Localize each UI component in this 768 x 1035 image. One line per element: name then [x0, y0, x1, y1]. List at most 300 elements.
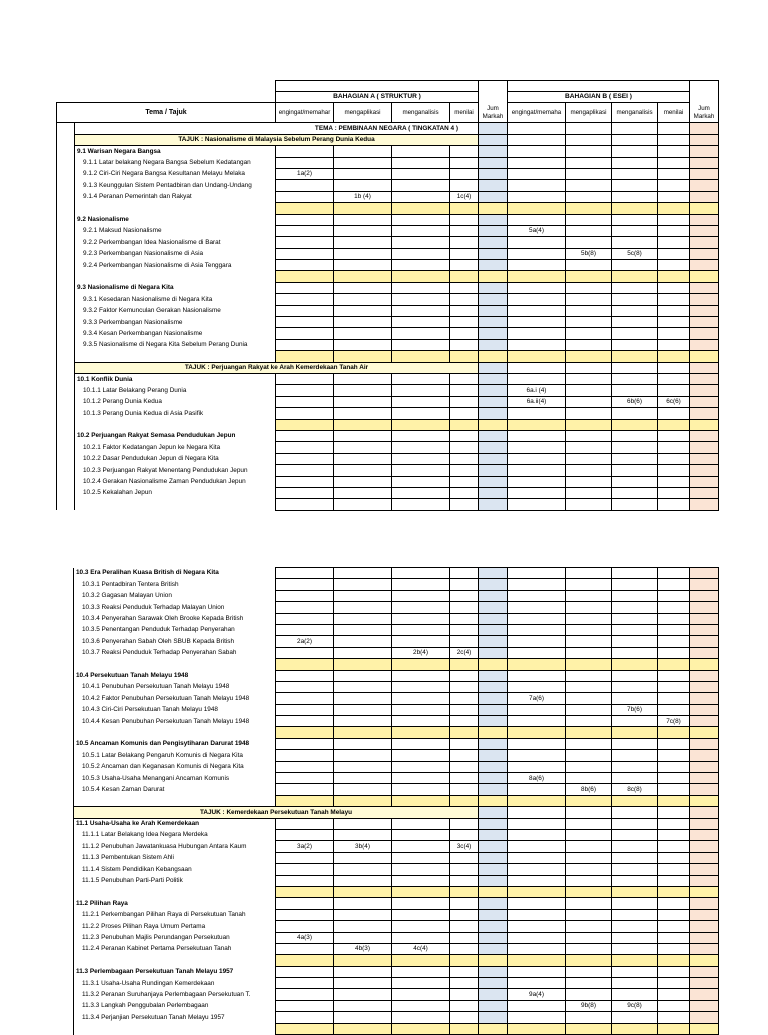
empty-cell [392, 271, 450, 282]
jum-markah-a-cell [479, 829, 508, 840]
topic-table-1 [56, 80, 719, 511]
empty-cell [508, 146, 566, 157]
jum-markah-a-cell [479, 613, 508, 624]
empty-cell [566, 716, 612, 727]
empty-cell [566, 191, 612, 202]
empty-cell [276, 886, 334, 897]
empty-cell [392, 829, 450, 840]
empty-cell [658, 829, 690, 840]
empty-cell [508, 875, 566, 886]
empty-cell [508, 818, 566, 829]
empty-cell [566, 932, 612, 943]
jum-markah-b-cell [690, 670, 719, 681]
empty-cell [334, 955, 392, 966]
empty-cell [508, 191, 566, 202]
subtopic-label: 11.3.4 Perjanjian Persekutuan Tanah Melayu 1957 [74, 1012, 276, 1023]
empty-cell [276, 430, 334, 441]
empty-cell [566, 294, 612, 305]
subtopic-label: 10.4.1 Penubuhan Persekutuan Tanah Melayu 1948 [74, 681, 276, 692]
empty-cell [276, 647, 334, 658]
empty-cell [658, 430, 690, 441]
jum-markah-b-cell [690, 704, 719, 715]
empty-cell [276, 568, 334, 579]
jum-markah-b-cell [690, 419, 719, 430]
empty-cell [508, 886, 566, 897]
empty-cell [658, 932, 690, 943]
empty-cell [276, 237, 334, 248]
empty-cell [450, 168, 479, 179]
empty-cell [334, 1012, 392, 1023]
mark-cell: 7a(6) [508, 693, 566, 704]
empty-cell [334, 146, 392, 157]
empty-cell [566, 761, 612, 772]
section-heading: 11.3 Perlembagaan Persekutuan Tanah Melayu 1957 [74, 966, 276, 977]
empty-cell [276, 157, 334, 168]
empty-cell [508, 351, 566, 362]
empty-cell [276, 829, 334, 840]
empty-cell [508, 260, 566, 271]
empty-cell [450, 886, 479, 897]
row-label [75, 203, 276, 214]
empty-cell [508, 305, 566, 316]
empty-cell [658, 294, 690, 305]
empty-cell [658, 351, 690, 362]
empty-cell [566, 875, 612, 886]
empty-cell [658, 282, 690, 293]
empty-cell [450, 818, 479, 829]
empty-cell [508, 1023, 566, 1034]
empty-cell [450, 339, 479, 350]
empty-cell [566, 955, 612, 966]
jum-markah-b-cell [690, 898, 719, 909]
empty-cell [450, 670, 479, 681]
empty-cell [450, 704, 479, 715]
row-label [74, 1023, 276, 1034]
empty-cell [334, 738, 392, 749]
empty-cell [658, 943, 690, 954]
empty-cell [450, 659, 479, 670]
empty-cell [566, 681, 612, 692]
empty-cell [658, 1012, 690, 1023]
jum-markah-a-cell [479, 339, 508, 350]
spacer-row [74, 727, 719, 738]
empty-cell [566, 499, 612, 510]
spacer-row [57, 419, 719, 430]
jum-markah-a-cell [479, 579, 508, 590]
empty-cell [658, 385, 690, 396]
empty-cell [276, 579, 334, 590]
empty-cell [276, 773, 334, 784]
empty-cell [566, 351, 612, 362]
jum-markah-a-cell [479, 180, 508, 191]
empty-cell [658, 761, 690, 772]
mark-cell: 3c(4) [450, 841, 479, 852]
empty-cell [276, 670, 334, 681]
mark-cell: 9b(8) [566, 1000, 612, 1011]
subtopic-label: 9.2.4 Perkembangan Nasionalisme di Asia Tenggara [75, 260, 276, 271]
jum-markah-b-cell [690, 579, 719, 590]
empty-cell [450, 260, 479, 271]
empty-cell [508, 613, 566, 624]
jum-markah-a-cell [479, 602, 508, 613]
jum-markah-b-cell [690, 282, 719, 293]
empty-cell [450, 419, 479, 430]
table-row [57, 317, 719, 328]
jum-markah-b-cell [690, 1000, 719, 1011]
subtopic-label: 9.3.2 Faktor Kemunculan Gerakan Nasionalisme [75, 305, 276, 316]
empty-cell [276, 260, 334, 271]
empty-cell [276, 214, 334, 225]
jum-markah-a-cell [479, 487, 508, 498]
empty-cell [450, 1023, 479, 1034]
table-row [74, 989, 719, 1000]
subtopic-label: 11.2.4 Peranan Kabinet Pertama Persekutuan Tanah [74, 943, 276, 954]
empty-cell [566, 989, 612, 1000]
jum-markah-b-cell [690, 465, 719, 476]
empty-cell [450, 693, 479, 704]
empty-cell [658, 373, 690, 384]
empty-cell [566, 180, 612, 191]
empty-cell [334, 328, 392, 339]
empty-cell [450, 829, 479, 840]
tajuk-row [74, 807, 719, 818]
mark-cell: 7b(6) [612, 704, 658, 715]
subtopic-label: 10.5.3 Usaha-Usaha Menangani Ancaman Komunis [74, 773, 276, 784]
section-heading: 10.1 Konflik Dunia [75, 373, 276, 384]
tajuk-title: TAJUK : Nasionalisme di Malaysia Sebelum Perang Dunia Kedua [75, 134, 479, 145]
jum-markah-a-cell [479, 659, 508, 670]
jum-markah-b-cell [690, 852, 719, 863]
jum-markah-a-cell [479, 590, 508, 601]
empty-cell [392, 681, 450, 692]
empty-cell [508, 795, 566, 806]
empty-cell [334, 476, 392, 487]
empty-cell [566, 453, 612, 464]
empty-cell [612, 339, 658, 350]
empty-cell [658, 795, 690, 806]
mark-cell: 1b (4) [334, 191, 392, 202]
empty-cell [612, 453, 658, 464]
empty-cell [334, 647, 392, 658]
empty-cell [450, 875, 479, 886]
empty-cell [566, 419, 612, 430]
empty-cell [612, 841, 658, 852]
empty-cell [334, 396, 392, 407]
empty-cell [566, 282, 612, 293]
mark-cell: 6a.i (4) [508, 385, 566, 396]
jum-markah-a-cell [479, 568, 508, 579]
section-heading: 10.4 Persekutuan Tanah Melayu 1948 [74, 670, 276, 681]
empty-cell [508, 943, 566, 954]
empty-cell [392, 1000, 450, 1011]
empty-cell [566, 647, 612, 658]
empty-cell [392, 773, 450, 784]
empty-cell [612, 271, 658, 282]
jum-markah-a-cell [479, 795, 508, 806]
subtopic-label: 10.3.5 Penentangan Penduduk Terhadap Penyerahan [74, 624, 276, 635]
empty-cell [450, 613, 479, 624]
empty-cell [334, 693, 392, 704]
empty-cell [508, 214, 566, 225]
empty-cell [612, 260, 658, 271]
empty-cell [658, 727, 690, 738]
empty-cell [276, 738, 334, 749]
empty-cell [566, 841, 612, 852]
empty-cell [612, 351, 658, 362]
empty-cell [566, 1012, 612, 1023]
empty-cell [450, 1012, 479, 1023]
jum-markah-b-cell [690, 442, 719, 453]
jum-markah-a-cell [479, 157, 508, 168]
jum-markah-b-cell [690, 146, 719, 157]
empty-cell [392, 989, 450, 1000]
table-row [74, 579, 719, 590]
empty-cell [392, 704, 450, 715]
empty-cell [508, 579, 566, 590]
empty-cell [658, 864, 690, 875]
jum-markah-b-cell [690, 396, 719, 407]
jum-markah-a-cell [479, 761, 508, 772]
empty-cell [612, 693, 658, 704]
empty-cell [566, 886, 612, 897]
empty-cell [334, 385, 392, 396]
empty-cell [392, 248, 450, 259]
empty-cell [276, 1000, 334, 1011]
section-row [74, 966, 719, 977]
jum-markah-b-cell [690, 909, 719, 920]
mark-cell: 9c(8) [612, 1000, 658, 1011]
section-row [57, 282, 719, 293]
jum-markah-a-cell [479, 260, 508, 271]
empty-cell [450, 750, 479, 761]
jum-markah-a-cell [479, 408, 508, 419]
subtopic-label: 10.1.3 Perang Dunia Kedua di Asia Pasifik [75, 408, 276, 419]
empty-cell [450, 784, 479, 795]
empty-cell [658, 784, 690, 795]
empty-cell [508, 932, 566, 943]
col-mengingat-a: engingat/memahar [276, 103, 334, 123]
table-row [74, 761, 719, 772]
jum-markah-a-cell [479, 442, 508, 453]
empty-cell [392, 499, 450, 510]
jum-markah-a-cell [479, 328, 508, 339]
empty-cell [392, 659, 450, 670]
empty-cell [276, 487, 334, 498]
empty-cell [508, 499, 566, 510]
empty-cell [392, 624, 450, 635]
empty-cell [612, 487, 658, 498]
spacer-row [57, 351, 719, 362]
mark-cell: 6c(6) [658, 396, 690, 407]
jum-markah-b-cell [690, 351, 719, 362]
empty-cell [276, 989, 334, 1000]
jum-markah-a-cell [479, 727, 508, 738]
jum-markah-a-cell [479, 909, 508, 920]
tajuk-title: TAJUK : Perjuangan Rakyat ke Arah Kemerdekaan Tanah Air [75, 362, 479, 373]
row-label [75, 499, 276, 510]
empty-cell [334, 294, 392, 305]
spacer-row [74, 1023, 719, 1034]
empty-cell [276, 385, 334, 396]
empty-cell [450, 317, 479, 328]
empty-cell [508, 408, 566, 419]
table-row [57, 168, 719, 179]
table-row [74, 693, 719, 704]
empty-cell [450, 795, 479, 806]
empty-cell [612, 921, 658, 932]
empty-cell [276, 499, 334, 510]
empty-cell [334, 419, 392, 430]
empty-cell [508, 898, 566, 909]
jum-markah-b-cell [690, 693, 719, 704]
jum-markah-a-cell [479, 966, 508, 977]
empty-cell [392, 430, 450, 441]
empty-cell [566, 693, 612, 704]
subtopic-label: 10.3.7 Reaksi Penduduk Terhadap Penyerahan Sabah [74, 647, 276, 658]
subtopic-label: 9.3.4 Kesan Perkembangan Nasionalisme [75, 328, 276, 339]
empty-cell [612, 761, 658, 772]
empty-cell [508, 282, 566, 293]
empty-cell [612, 647, 658, 658]
empty-cell [508, 864, 566, 875]
row-label [75, 351, 276, 362]
empty-cell [334, 750, 392, 761]
mark-cell: 6b(6) [612, 396, 658, 407]
table-row [74, 943, 719, 954]
subtopic-label: 9.3.3 Perkembangan Nasionalisme [75, 317, 276, 328]
table-row [74, 875, 719, 886]
empty-cell [566, 442, 612, 453]
empty-cell [276, 1023, 334, 1034]
spacer-row [57, 271, 719, 282]
empty-cell [508, 921, 566, 932]
empty-cell [612, 328, 658, 339]
empty-cell [566, 487, 612, 498]
empty-cell [658, 476, 690, 487]
empty-cell [276, 282, 334, 293]
empty-cell [658, 1000, 690, 1011]
empty-cell [658, 966, 690, 977]
empty-cell [612, 750, 658, 761]
tajuk-title: TAJUK : Kemerdekaan Persekutuan Tanah Melayu [74, 807, 479, 818]
empty-cell [658, 875, 690, 886]
empty-cell [566, 260, 612, 271]
jum-markah-b-cell [690, 875, 719, 886]
empty-cell [658, 590, 690, 601]
jum-markah-b-cell [690, 1023, 719, 1034]
empty-cell [566, 568, 612, 579]
table-row [57, 339, 719, 350]
empty-cell [566, 396, 612, 407]
empty-cell [508, 590, 566, 601]
empty-cell [450, 681, 479, 692]
subtopic-label: 10.5.4 Kesan Zaman Darurat [74, 784, 276, 795]
jum-markah-a-cell [479, 943, 508, 954]
empty-cell [508, 966, 566, 977]
empty-cell [508, 784, 566, 795]
empty-cell [566, 898, 612, 909]
jum-markah-b-cell [690, 499, 719, 510]
jum-markah-b-cell [690, 716, 719, 727]
empty-cell [334, 932, 392, 943]
jum-markah-a-cell [479, 681, 508, 692]
subtopic-label: 10.2.2 Dasar Pendudukan Jepun di Negara Kita [75, 453, 276, 464]
empty-cell [450, 602, 479, 613]
mark-cell: 1c(4) [450, 191, 479, 202]
empty-cell [276, 351, 334, 362]
empty-cell [334, 704, 392, 715]
empty-cell [658, 408, 690, 419]
empty-cell [392, 784, 450, 795]
empty-cell [334, 886, 392, 897]
empty-cell [334, 636, 392, 647]
empty-cell [658, 146, 690, 157]
empty-cell [566, 157, 612, 168]
jum-markah-b-cell [690, 430, 719, 441]
jum-markah-b-cell [690, 829, 719, 840]
jum-markah-b-cell [690, 453, 719, 464]
empty-cell [450, 773, 479, 784]
empty-cell [334, 214, 392, 225]
empty-cell [276, 681, 334, 692]
jum-markah-b-cell [690, 214, 719, 225]
empty-cell [450, 966, 479, 977]
empty-cell [450, 761, 479, 772]
empty-cell [508, 681, 566, 692]
empty-cell [334, 602, 392, 613]
jum-markah-a-cell [479, 499, 508, 510]
empty-cell [392, 408, 450, 419]
empty-cell [612, 818, 658, 829]
empty-cell [276, 146, 334, 157]
empty-cell [612, 624, 658, 635]
subtopic-label: 11.2.3 Penubuhan Majlis Perundangan Persekutuan [74, 932, 276, 943]
jum-markah-b-cell [690, 1012, 719, 1023]
bahagian-b-header: BAHAGIAN B ( ESEI ) [508, 92, 690, 103]
table-row [74, 750, 719, 761]
jum-markah-a-cell [479, 1000, 508, 1011]
jum-markah-b-cell [690, 955, 719, 966]
empty-cell [612, 373, 658, 384]
spacer-row [57, 203, 719, 214]
tajuk-row [57, 362, 719, 373]
empty-cell [276, 898, 334, 909]
empty-cell [392, 738, 450, 749]
jum-markah-b-cell [690, 818, 719, 829]
empty-cell [334, 157, 392, 168]
empty-cell [276, 225, 334, 236]
subtopic-label: 10.1.2 Perang Dunia Kedua [75, 396, 276, 407]
empty-cell [566, 773, 612, 784]
empty-cell [392, 487, 450, 498]
jum-markah-b-cell [690, 966, 719, 977]
section-heading: 10.5 Ancaman Komunis dan Pengisytiharan Darurat 1948 [74, 738, 276, 749]
jum-markah-a-cell [479, 214, 508, 225]
topic-table-2 [73, 567, 719, 1035]
jum-markah-b-cell [690, 738, 719, 749]
empty-cell [276, 248, 334, 259]
empty-cell [612, 214, 658, 225]
jum-markah-b-cell [690, 636, 719, 647]
empty-cell [508, 271, 566, 282]
empty-cell [612, 943, 658, 954]
empty-cell [612, 476, 658, 487]
empty-cell [392, 419, 450, 430]
table-row [74, 647, 719, 658]
empty-cell [658, 442, 690, 453]
jum-markah-b-cell [690, 476, 719, 487]
empty-cell [276, 818, 334, 829]
